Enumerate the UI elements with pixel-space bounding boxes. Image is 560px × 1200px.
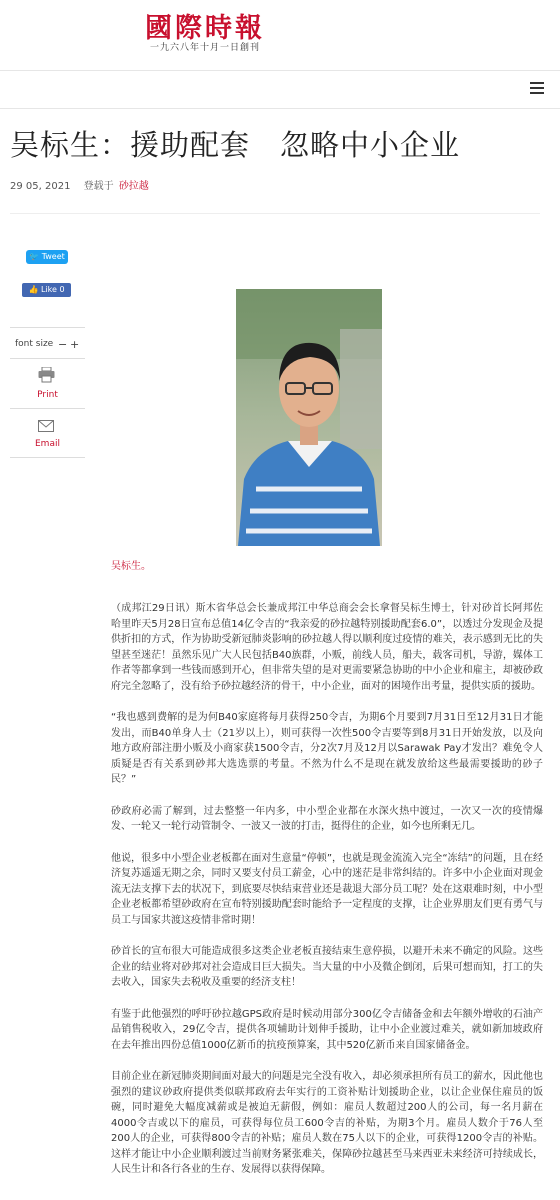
hamburger-icon[interactable] xyxy=(530,82,544,94)
article-meta xyxy=(10,177,149,192)
article-paragraph: 砂首长的宣布很大可能造成很多这类企业老板直接结束生意停损，以避开未来不确定的风险。这些企业的结业将对砂邦对社会造成目巨大损失。当大量的中小及微企倒闭，后果可想而知，打工的失去收入，国家失去税收及重要的经济支柱！ xyxy=(111,946,543,988)
article-paragraph: 目前企业在新冠肺炎期间面对最大的问题是完全没有收入，却必须承担所有员工的薪水，因此他也强烈的建议砂政府提供类似联邦政府去年实行的工资补贴计划援助企业，以让企业保住雇员的饭碗，同时避免大幅度减薪或是被迫无薪假，例如：雇员人数超过200人的公司，每一名月薪在4000令吉或以下的雇员，可获得每位员工600令吉的补贴，为期3个月。雇员人数介于76人至200人的企业，可获得800令吉的补贴；雇员人数在75人以下的企业，可获得1200令吉的补贴。这样才能让中小企业顺利渡过当前财务紧张难关，保障砂拉越甚至马来西亚未来经济可持续成长，人民生计和各行各业的生存、发展得以获得保障。 xyxy=(111,1071,543,1175)
font-increase-button[interactable]: + xyxy=(70,338,80,351)
site-logo[interactable]: 國際時報 xyxy=(145,13,265,44)
site-header xyxy=(0,0,560,71)
article-paragraph: （成邦江29日讯）斯木省华总会长兼成邦江中华总商会会长拿督吴标生博士，针对砂首长阿邦佐哈里昨天5月28日宣布总值14亿令吉的“我亲爱的砂拉越特别援助配套6.0”，以透过分发现金及提供折扣的方式，作为协助受新冠肺炎影响的砂拉越人得以顺利度过疫情的难关，表示感到无比的失望甚至迷茫！虽然乐见广大人民包括B40族群，小贩，前线人员，船夫，载客司机，导游，媒体工作者等都拿到一些钱而感到开心，但非常失望的是对更需要紧急协助的中小企业和雇主，却被砂政府完全忽略了，没有给予砂拉越经济的骨干，中小企业，面对的困境作出考量，提供实质的援助。 xyxy=(111,603,543,692)
tweet-button-label: Tweet xyxy=(41,252,65,261)
photo-caption: 吴标生。 xyxy=(111,561,151,572)
facebook-like-button[interactable] xyxy=(22,283,71,297)
article-body xyxy=(111,601,543,1194)
envelope-icon[interactable] xyxy=(38,420,54,432)
divider xyxy=(10,213,540,214)
article-paragraph: 砂政府必需了解到，过去整整一年内多，中小型企业都在水深火热中渡过，一次又一次的疫情爆发、一轮又一轮行动管制令、一波又一波的打击，挺得住的企业，如今也所剩无几。 xyxy=(111,805,543,832)
posted-in-label: 登载于 xyxy=(83,181,114,192)
sidebar-divider xyxy=(10,408,85,409)
like-button-label: Like 0 xyxy=(40,285,65,294)
site-tagline: 一九六八年十月一日創刊 xyxy=(149,43,260,53)
font-size-label: font size xyxy=(15,339,54,349)
tweet-button[interactable] xyxy=(26,250,68,264)
article-paragraph: 有鉴于此他强烈的呼吁砂拉越GPS政府是时候动用部分300亿令吉储备金和去年额外增收的石油产品销售税收入，29亿令吉，提供各项辅助计划伸手援助，让中小企业渡过难关，就如新加坡政府在去年推出四份总值1000亿新币的抗疫预算案，其中520亿新币来自国家储备金。 xyxy=(111,1008,543,1051)
sidebar-divider xyxy=(10,358,85,359)
font-decrease-button[interactable]: − xyxy=(58,338,68,351)
article-photo xyxy=(236,289,382,546)
thumbs-up-icon: 👍 xyxy=(28,285,39,294)
article-category-link[interactable]: 砂拉越 xyxy=(118,181,149,192)
article-paragraph: “我也感到费解的是为何B40家庭将每月获得250令吉，为期6个月要到7月31日至12月31日才能发出，而B40单身人士（21岁以上），则可获得一次性500令吉要等到8月31日开始发放，以及向地方政府部注册小贩及小商家获1500令吉，分2次7月及12月以Sarawak Pay才发出？难免令人质疑是否有关系到砂邦大选选票的考量。不然为什么不是现在就发放给这些最需要援助的砂子民？” xyxy=(111,712,543,785)
nav-bar xyxy=(0,70,560,109)
sidebar-divider xyxy=(10,327,85,328)
printer-icon[interactable] xyxy=(38,367,55,383)
article-date: 29 05, 2021 xyxy=(10,181,71,192)
article-title: 吴标生：援助配套 忽略中小企业 xyxy=(10,128,461,162)
email-link[interactable]: Email xyxy=(35,439,60,449)
sidebar-divider xyxy=(10,457,85,458)
twitter-bird-icon: 🐦 xyxy=(29,252,40,261)
print-link[interactable]: Print xyxy=(37,390,58,400)
article-paragraph: 他说，很多中小型企业老板都在面对生意量“停顿”，也就是现金流流入完全“冻结”的问题，且在经济复苏遥遥无期之余，同时又要支付员工薪金，心中的迷茫是非常纠结的。许多中小企业面对现金流无法支撑下去的状况下，到底要尽快结束营业还是裁退大部分员工呢？处在这艰难时刻，中小型企业老板都希望砂政府在宣布特别援助配套时能给予一定程度的支撑，让企业界朋友们更有勇气与员工与国家共渡这疫情非常时期！ xyxy=(111,852,543,926)
